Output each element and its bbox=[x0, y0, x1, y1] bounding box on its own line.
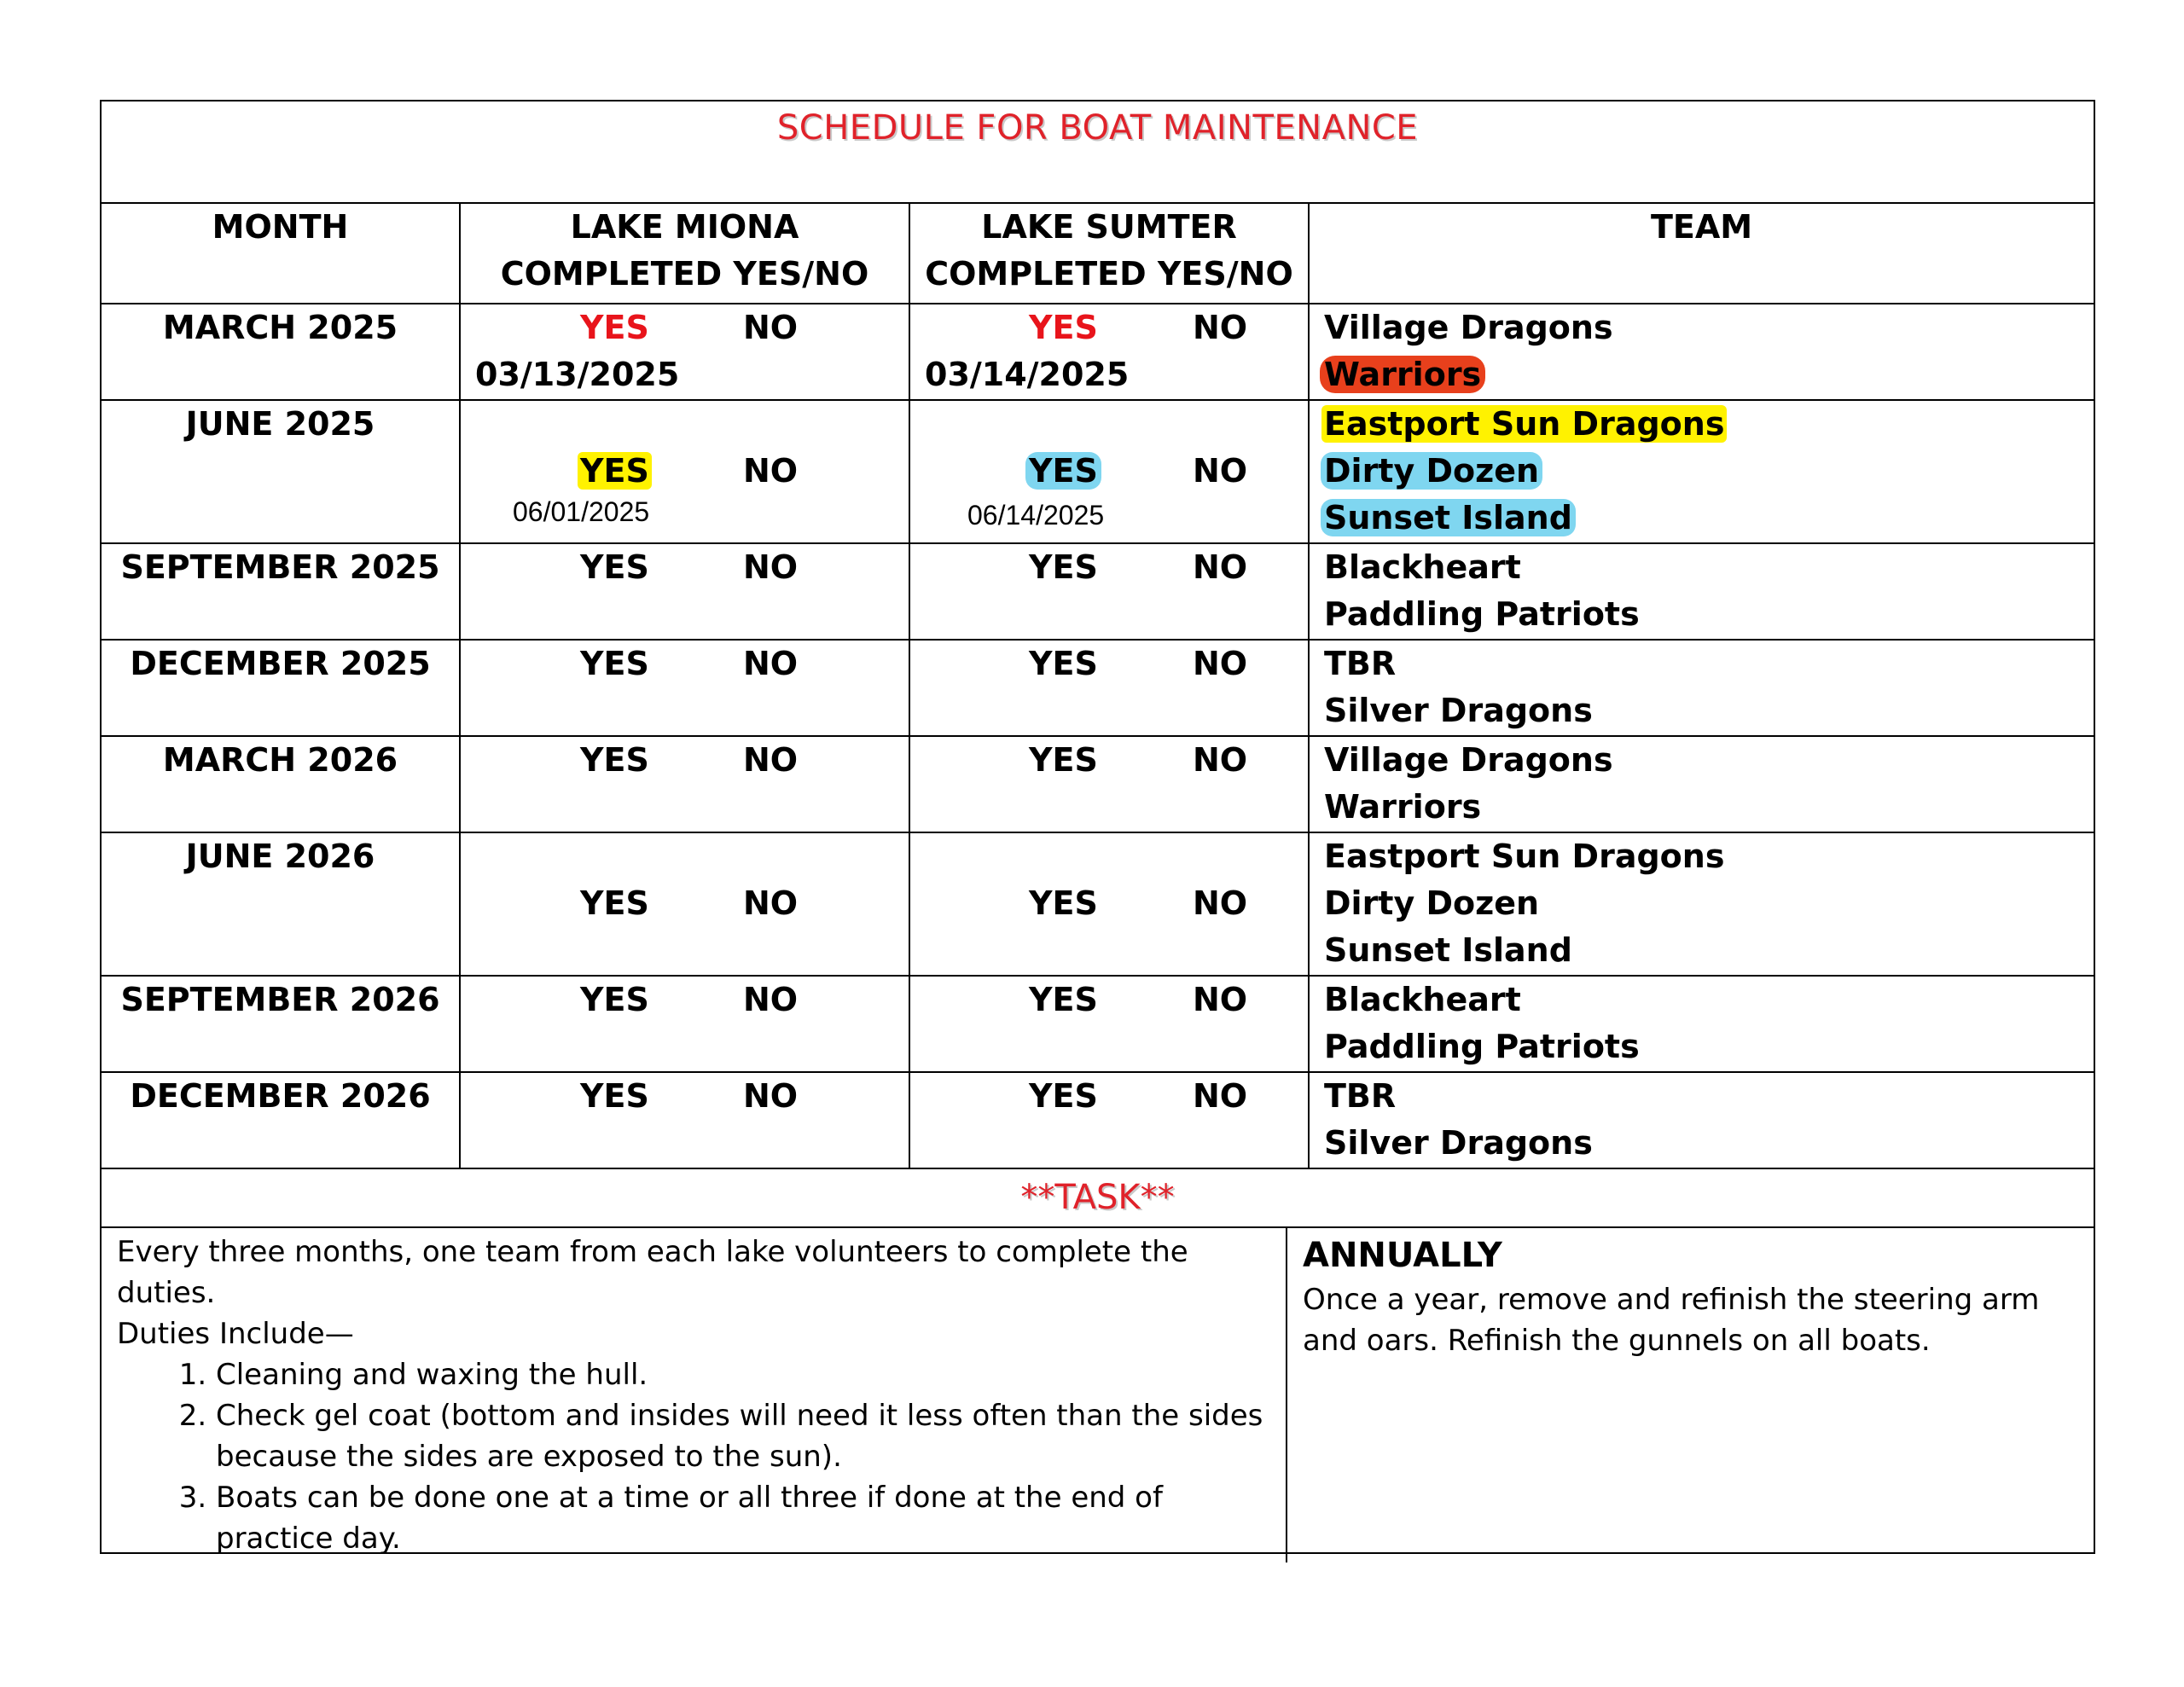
header-lake-miona-line2: COMPLETED YES/NO bbox=[500, 255, 869, 293]
team-cell bbox=[1310, 304, 2094, 401]
annually-text: Once a year, remove and refinish the steering arm and oars. Refinish the gunnels on all boats. bbox=[1303, 1283, 2040, 1358]
miona-cell bbox=[461, 737, 910, 833]
team-name: TBR bbox=[1324, 645, 1397, 682]
miona-cell bbox=[461, 544, 910, 641]
team-name: Village Dragons bbox=[1324, 741, 1613, 779]
team-label: Dirty Dozen bbox=[1321, 452, 1542, 490]
yes-option: YES bbox=[580, 884, 649, 922]
header-month bbox=[102, 204, 461, 304]
yes-option: YES bbox=[1029, 884, 1098, 922]
list-item: 1. Cleaning and waxing the hull. bbox=[216, 1354, 1270, 1395]
schedule-grid bbox=[102, 204, 2094, 1169]
header-lake-miona-line1: LAKE MIONA bbox=[570, 208, 799, 246]
header-team bbox=[1310, 204, 2094, 304]
sumter-cell bbox=[910, 977, 1310, 1073]
miona-cell bbox=[461, 833, 910, 977]
annually-title: ANNUALLY bbox=[1303, 1236, 1502, 1275]
month-cell: DECEMBER 2026 bbox=[102, 1073, 461, 1169]
team-name: Blackheart bbox=[1324, 548, 1521, 586]
no-option: NO bbox=[743, 645, 799, 682]
completed-date: 03/13/2025 bbox=[475, 356, 680, 393]
yes-option: YES bbox=[580, 741, 649, 779]
yes-option: YES bbox=[580, 548, 649, 586]
month-cell: DECEMBER 2025 bbox=[102, 641, 461, 737]
no-option: NO bbox=[1193, 884, 1248, 922]
month-cell: JUNE 2025 bbox=[102, 401, 461, 544]
month-cell: SEPTEMBER 2026 bbox=[102, 977, 461, 1073]
no-option: NO bbox=[1193, 981, 1248, 1018]
maintenance-schedule-table bbox=[100, 100, 2095, 1554]
team-name: Paddling Patriots bbox=[1324, 595, 1640, 633]
team-name: Dirty Dozen bbox=[1324, 884, 1540, 922]
yes-option bbox=[580, 448, 652, 495]
duties-list bbox=[117, 1354, 1270, 1559]
team-cell bbox=[1310, 544, 2094, 641]
no-option: NO bbox=[1193, 309, 1248, 346]
duties-label: Duties Include— bbox=[117, 1317, 354, 1351]
task-row bbox=[102, 1169, 2094, 1228]
team-label: Eastport Sun Dragons bbox=[1321, 405, 1727, 443]
no-option: NO bbox=[743, 741, 799, 779]
no-option: NO bbox=[743, 452, 799, 490]
team-name bbox=[1324, 401, 2094, 448]
task-title: **TASK** bbox=[1020, 1178, 1175, 1217]
team-name bbox=[1324, 351, 2094, 398]
team-label: Sunset Island bbox=[1321, 499, 1576, 536]
task-details bbox=[102, 1228, 2094, 1556]
yes-option: YES bbox=[1029, 741, 1098, 779]
sumter-cell bbox=[910, 833, 1310, 977]
duties-section bbox=[102, 1228, 1287, 1562]
yes-option: YES bbox=[1029, 548, 1098, 586]
yes-highlight: YES bbox=[578, 452, 652, 490]
header-lake-sumter bbox=[910, 204, 1310, 304]
yes-option: YES bbox=[580, 309, 649, 346]
task-intro: Every three months, one team from each lake volunteers to complete the duties. bbox=[117, 1235, 1188, 1310]
month-cell: SEPTEMBER 2025 bbox=[102, 544, 461, 641]
no-option: NO bbox=[1193, 741, 1248, 779]
sumter-cell bbox=[910, 641, 1310, 737]
team-label: Village Dragons bbox=[1324, 309, 1613, 346]
team-name bbox=[1324, 448, 2094, 495]
team-cell bbox=[1310, 977, 2094, 1073]
no-option: NO bbox=[1193, 645, 1248, 682]
month-cell: MARCH 2026 bbox=[102, 737, 461, 833]
sumter-cell bbox=[910, 544, 1310, 641]
no-option: NO bbox=[743, 548, 799, 586]
yes-option: YES bbox=[580, 645, 649, 682]
header-team-label: TEAM bbox=[1650, 208, 1753, 246]
team-name: Eastport Sun Dragons bbox=[1324, 838, 1725, 875]
team-cell bbox=[1310, 737, 2094, 833]
miona-cell bbox=[461, 304, 910, 401]
team-cell bbox=[1310, 641, 2094, 737]
no-option: NO bbox=[1193, 452, 1248, 490]
team-name: TBR bbox=[1324, 1077, 1397, 1115]
yes-option: YES bbox=[1029, 309, 1098, 346]
header-lake-miona bbox=[461, 204, 910, 304]
sumter-cell bbox=[910, 304, 1310, 401]
team-name: Blackheart bbox=[1324, 981, 1521, 1018]
list-item: 3. Boats can be done one at a time or all three if done at the end of practice day. bbox=[216, 1477, 1270, 1559]
header-lake-sumter-line1: LAKE SUMTER bbox=[981, 208, 1237, 246]
header-month-label: MONTH bbox=[212, 208, 349, 246]
yes-highlight: YES bbox=[1025, 452, 1101, 490]
completed-date: 03/14/2025 bbox=[925, 356, 1130, 393]
yes-option: YES bbox=[580, 1077, 649, 1115]
no-option: NO bbox=[1193, 1077, 1248, 1115]
month-cell: JUNE 2026 bbox=[102, 833, 461, 977]
yes-option: YES bbox=[580, 981, 649, 1018]
team-name: Paddling Patriots bbox=[1324, 1028, 1640, 1065]
yes-option: YES bbox=[1029, 981, 1098, 1018]
no-option: NO bbox=[743, 981, 799, 1018]
team-label: Warriors bbox=[1320, 356, 1485, 393]
title-row bbox=[102, 101, 2094, 204]
completed-date: 06/01/2025 bbox=[513, 496, 650, 527]
team-name: Silver Dragons bbox=[1324, 692, 1593, 729]
miona-cell bbox=[461, 641, 910, 737]
yes-option: YES bbox=[1029, 645, 1098, 682]
miona-cell bbox=[461, 401, 910, 544]
sumter-cell bbox=[910, 401, 1310, 544]
sumter-cell bbox=[910, 737, 1310, 833]
no-option: NO bbox=[743, 884, 799, 922]
miona-cell bbox=[461, 977, 910, 1073]
month-cell: MARCH 2025 bbox=[102, 304, 461, 401]
no-option: NO bbox=[1193, 548, 1248, 586]
page-title: SCHEDULE FOR BOAT MAINTENANCE bbox=[776, 108, 1419, 148]
team-name: Sunset Island bbox=[1324, 931, 1572, 969]
team-name: Silver Dragons bbox=[1324, 1124, 1593, 1162]
header-lake-sumter-line2: COMPLETED YES/NO bbox=[925, 255, 1293, 293]
team-cell bbox=[1310, 1073, 2094, 1169]
no-option: NO bbox=[743, 309, 799, 346]
miona-cell bbox=[461, 1073, 910, 1169]
no-option: NO bbox=[743, 1077, 799, 1115]
annually-section bbox=[1287, 1228, 2094, 1562]
yes-option bbox=[1029, 448, 1101, 495]
team-cell bbox=[1310, 401, 2094, 544]
team-name: Warriors bbox=[1324, 788, 1482, 826]
completed-date: 06/14/2025 bbox=[967, 500, 1105, 530]
list-item: 2. Check gel coat (bottom and insides will need it less often than the sides because the sides are exposed to the sun). bbox=[216, 1395, 1270, 1477]
sumter-cell bbox=[910, 1073, 1310, 1169]
yes-option: YES bbox=[1029, 1077, 1098, 1115]
team-cell bbox=[1310, 833, 2094, 977]
team-name bbox=[1324, 495, 2094, 542]
team-name bbox=[1324, 304, 2094, 351]
